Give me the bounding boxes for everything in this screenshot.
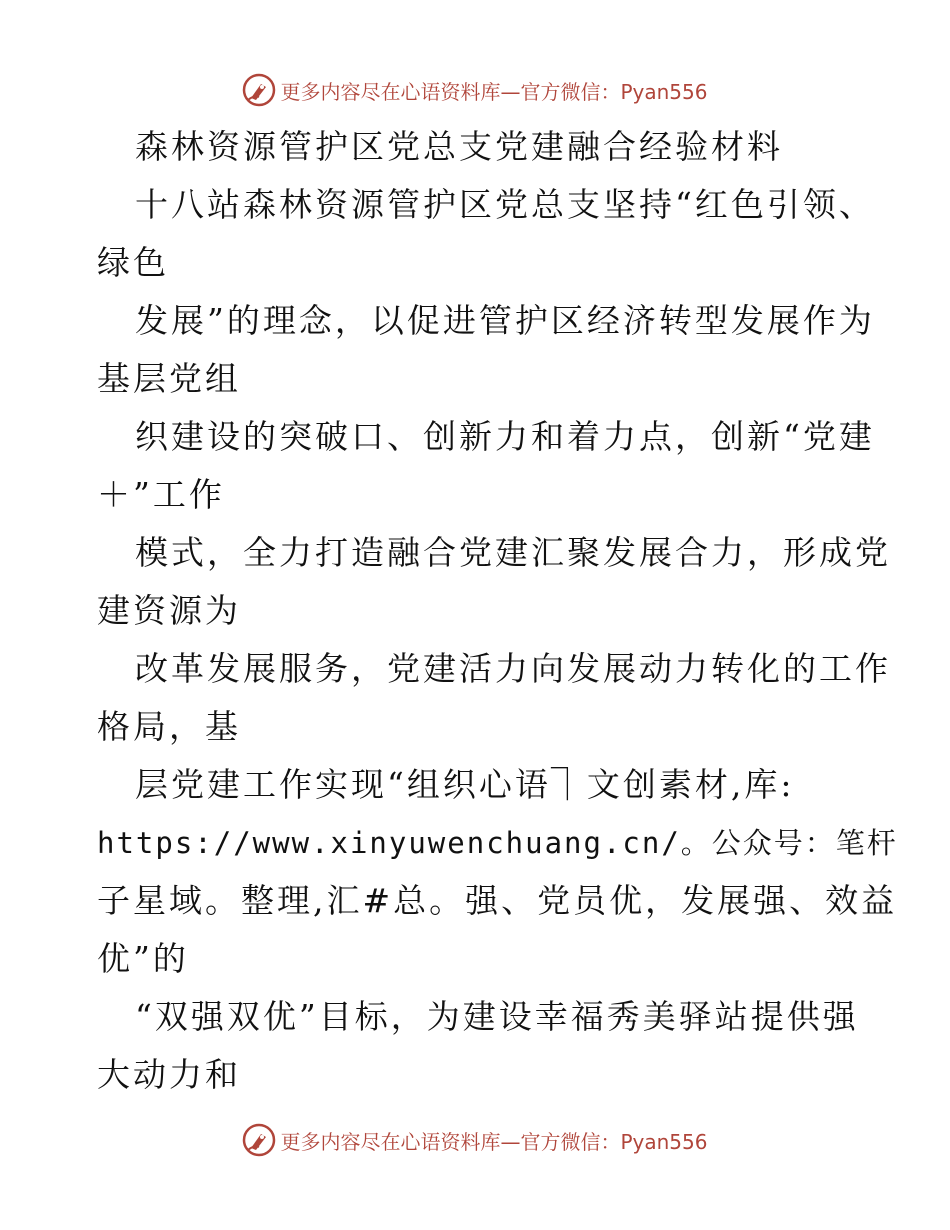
pen-nib-icon bbox=[242, 1123, 276, 1157]
paragraph-line: 模式，全力打造融合党建汇聚发展合力，形成党 bbox=[135, 533, 891, 572]
paragraph-line: 优”的 bbox=[97, 939, 189, 978]
header-banner bbox=[0, 70, 950, 110]
paragraph-line: 建资源为 bbox=[97, 591, 241, 630]
footer-banner bbox=[0, 1120, 950, 1160]
paragraph-line: 子星域。整理,汇#总。强、党员优，发展强、效益 bbox=[97, 881, 898, 920]
paragraph-line: 格局，基 bbox=[97, 707, 241, 746]
pen-nib-icon bbox=[242, 73, 276, 107]
document-title: 森林资源管护区党总支党建融合经验材料 bbox=[135, 127, 783, 166]
header-banner-text: 更多内容尽在心语资料库—官方微信：Pyan556 bbox=[280, 79, 708, 104]
paragraph-line: ＋”工作 bbox=[97, 475, 225, 514]
paragraph-line: 绿色 bbox=[97, 243, 169, 282]
paragraph-line: 基层党组 bbox=[97, 359, 241, 398]
paragraph-line: 大动力和 bbox=[97, 1055, 241, 1094]
paragraph-line: 层党建工作实现“组织心语⏋文创素材,库: bbox=[135, 765, 795, 804]
paragraph-line-url: https://www.xinyuwenchuang.cn/。公众号：笔杆 bbox=[97, 826, 898, 860]
document-body bbox=[97, 118, 898, 1104]
paragraph-line: 发展”的理念，以促进管护区经济转型发展作为 bbox=[135, 301, 875, 340]
paragraph-line: 织建设的突破口、创新力和着力点，创新“党建 bbox=[135, 417, 875, 456]
footer-banner-text: 更多内容尽在心语资料库—官方微信：Pyan556 bbox=[280, 1129, 708, 1154]
paragraph-line: “双强双优”目标，为建设幸福秀美驿站提供强 bbox=[135, 997, 859, 1036]
paragraph-line: 改革发展服务，党建活力向发展动力转化的工作 bbox=[135, 649, 891, 688]
paragraph-line: 十八站森林资源管护区党总支坚持“红色引领、 bbox=[135, 185, 875, 224]
